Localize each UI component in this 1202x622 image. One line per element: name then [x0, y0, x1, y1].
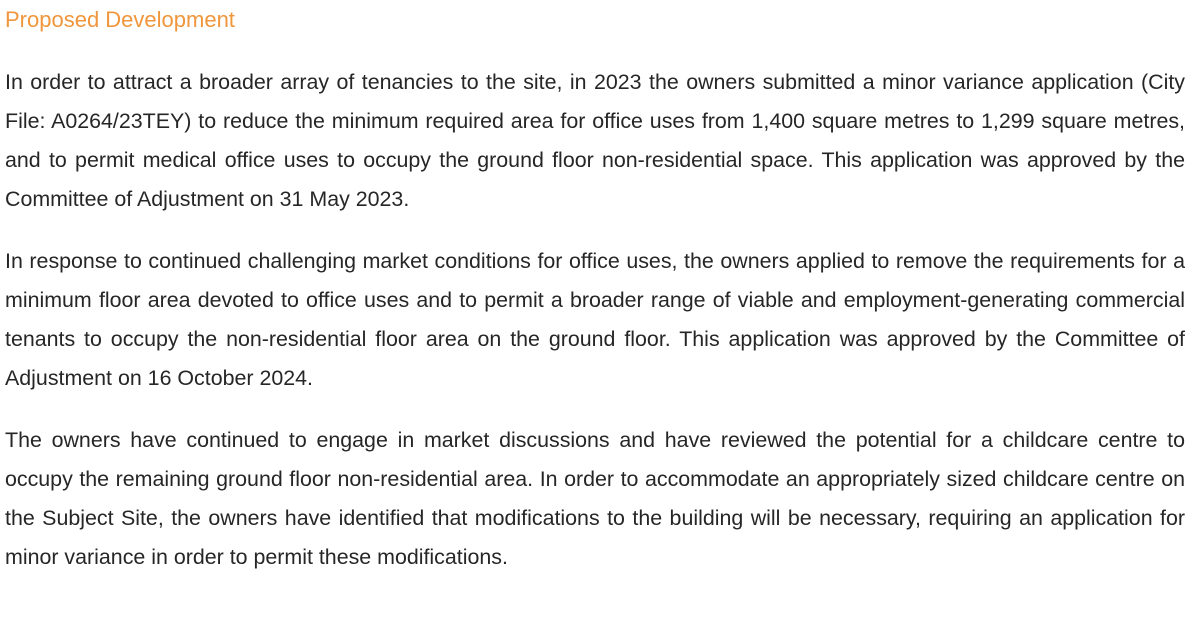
paragraph-childcare-centre: The owners have continued to engage in market discussions and have reviewed the potential for a childcare centre to occupy the remaining ground floor non-residential area. In order to accommodate an appropriately sized childcare centre on the Subject Site, the owners have identified that modifications to the building will be necessary, requiring an application for minor variance in order to permit these modifications.: [5, 428, 1185, 569]
document-page: [5, 0, 1185, 577]
paragraph-market-conditions-2024: In response to continued challenging market conditions for office uses, the owners applied to remove the requirements for a minimum floor area devoted to office uses and to permit a broader range of viable and employment-generating commercial tenants to occupy the non-residential floor area on the ground floor. This application was approved by the Committee of Adjustment on 16 October 2024.: [5, 249, 1185, 390]
paragraph-tenancies-2023: In order to attract a broader array of tenancies to the site, in 2023 the owners submitted a minor variance application (City File: A0264/23TEY) to reduce the minimum required area for office uses from 1,400 square metres to 1,299 square metres, and to permit medical office uses to occupy the ground floor non-residential space. This application was approved by the Committee of Adjustment on 31 May 2023.: [5, 70, 1185, 211]
section-heading: Proposed Development: [5, 7, 235, 32]
